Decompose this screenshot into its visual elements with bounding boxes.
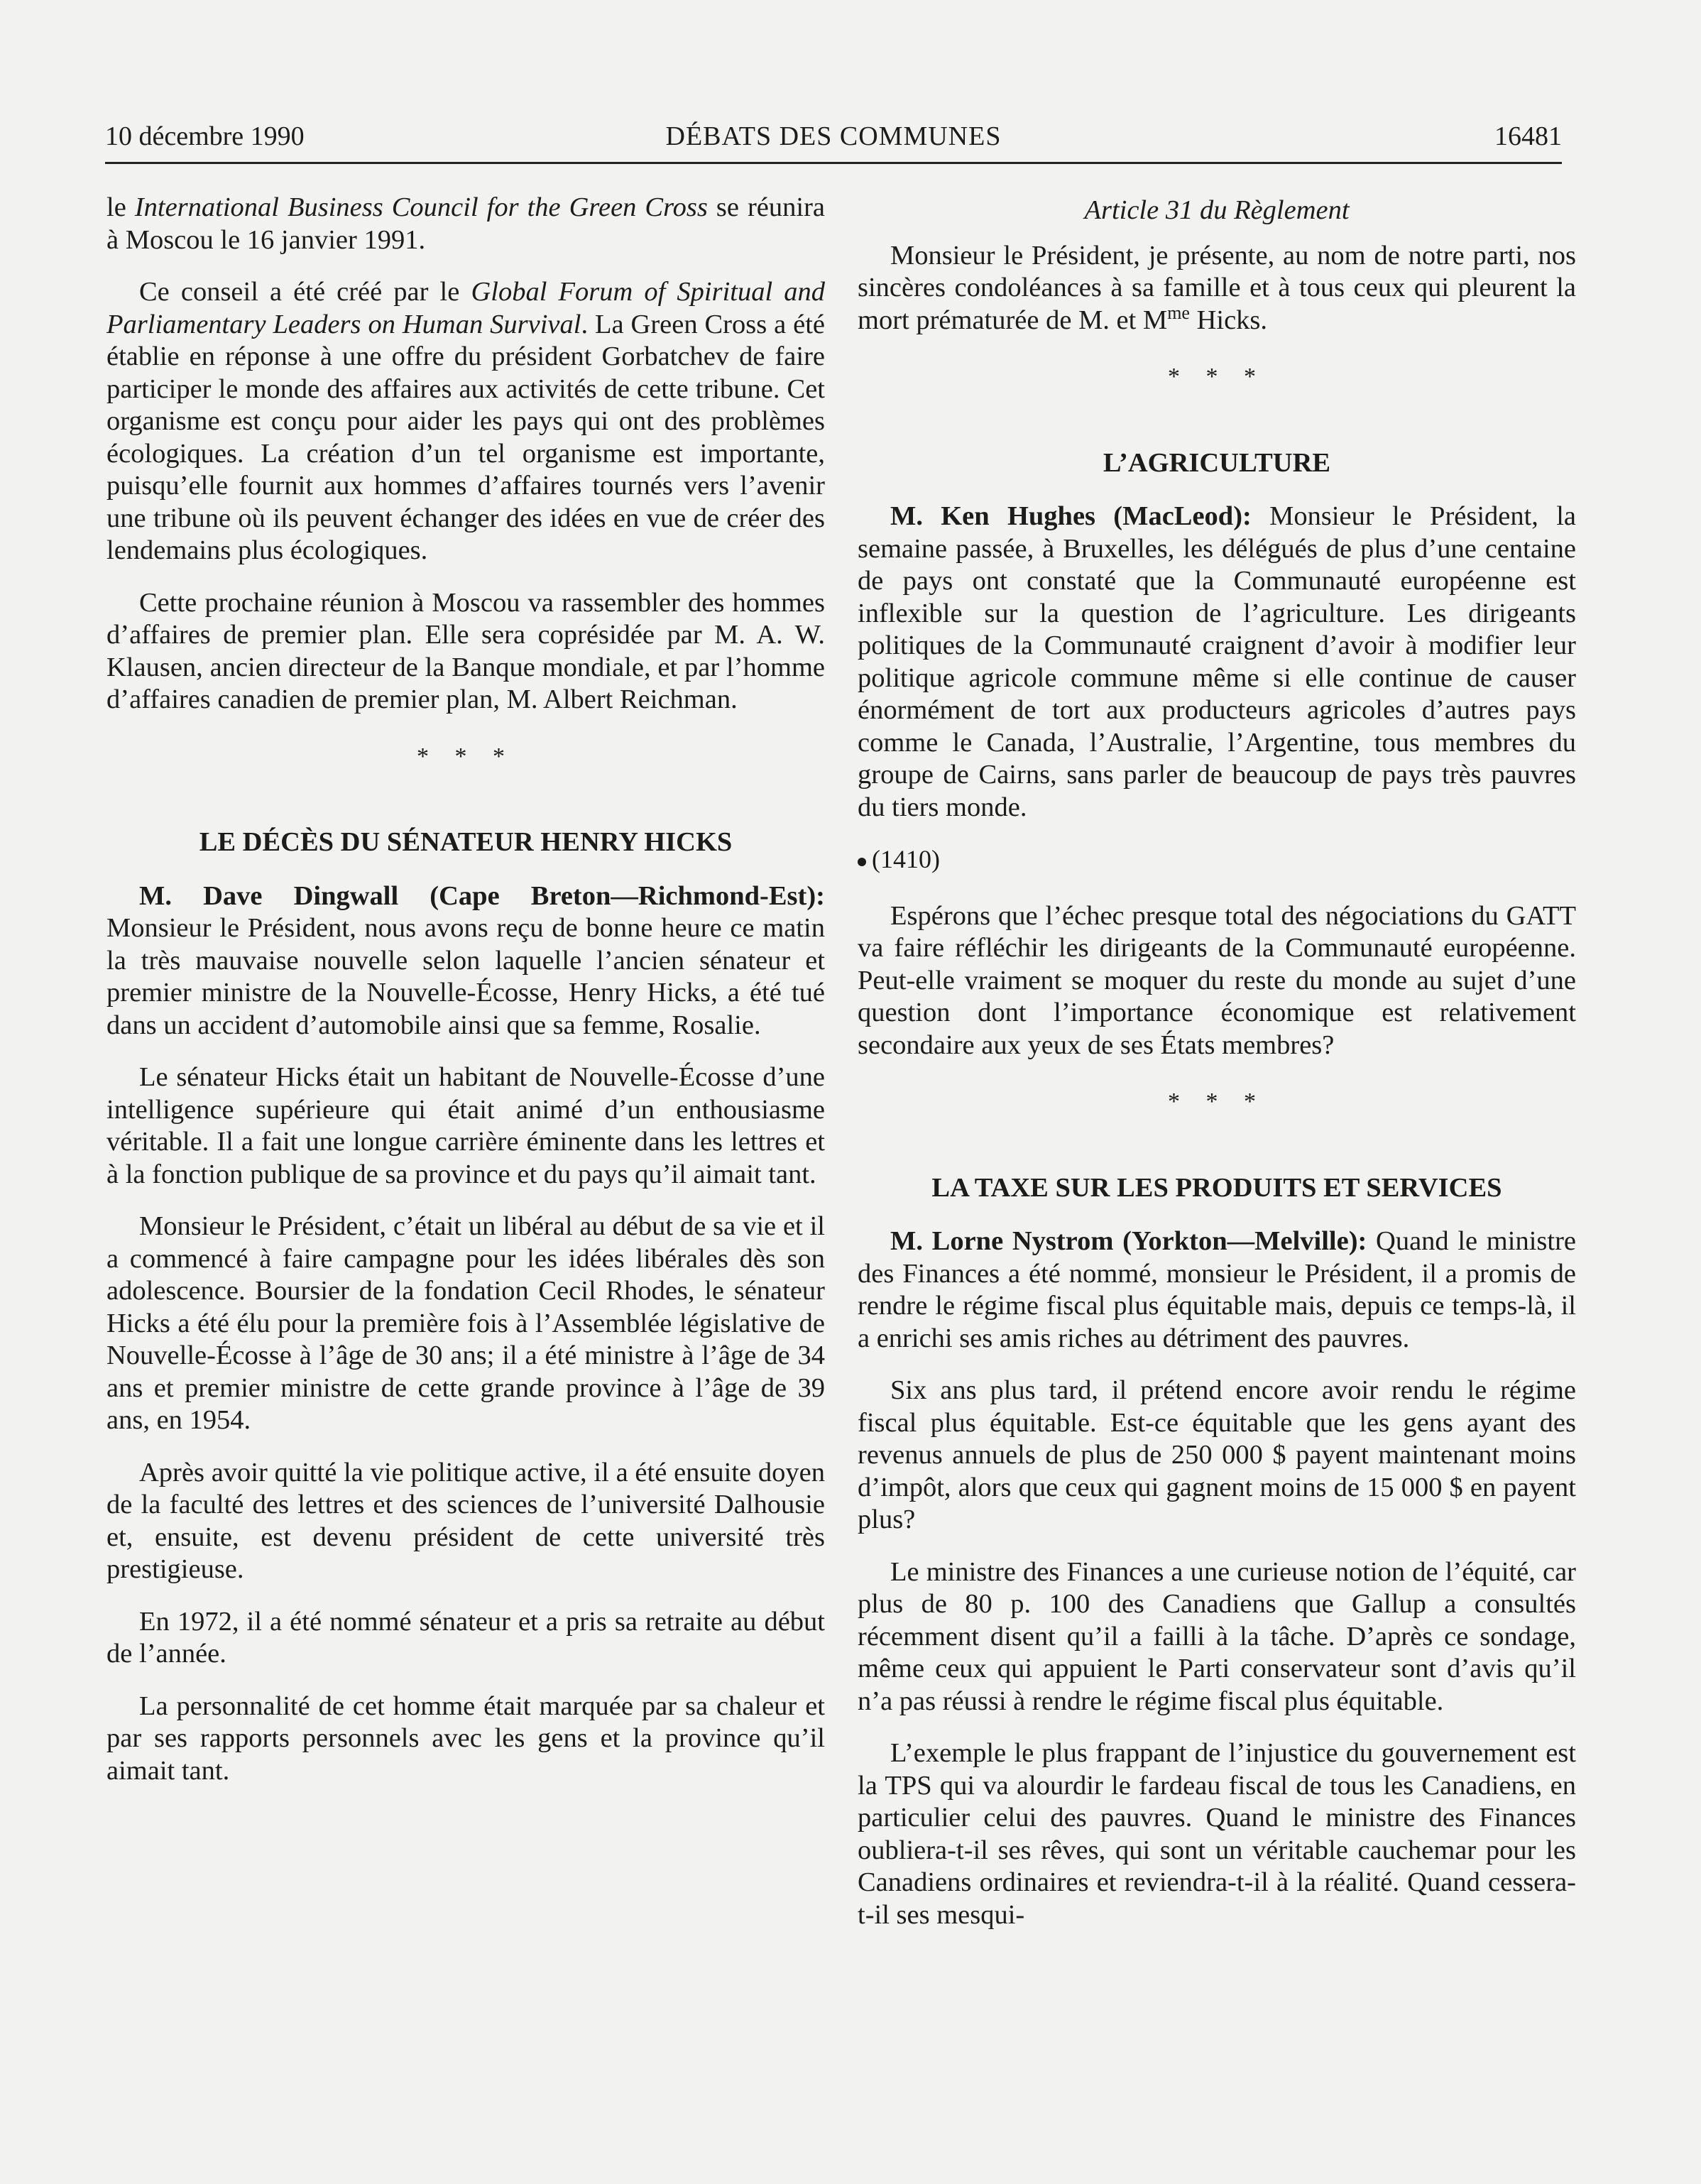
page-number: 16481 xyxy=(1494,121,1562,151)
section-separator: * * * xyxy=(1168,364,1266,390)
speaker-name: M. Ken Hughes (MacLeod): xyxy=(890,501,1252,531)
right-column xyxy=(858,192,1576,1951)
paragraph: Ce conseil a été créé par le Global Forum of Spiritual and Parliamentary Leaders on Human Survival. La Green Cross a été établie en réponse à une offre du président Gorbatchev de faire participer le monde des affaires aux activités de cette tribune. Cet organisme est conçu pour aider les pays qui ont des problèmes écologiques. La création d’un tel organisme est importante, puisqu’elle fournit aux hommes d’affaires tournés vers l’avenir une tribune où ils peuvent échanger des idées en vue de créer des lendemains plus écologiques. xyxy=(106,277,826,565)
paragraph: Le sénateur Hicks était un habitant de Nouvelle-Écosse d’une intelligence supérieure qui était animé d’un enthousiasme véritable. Il a fait une longue carrière éminente dans les lettres et à la fonction publique de sa province et du pays qu’il aimait tant. xyxy=(106,1062,825,1189)
paragraph: Monsieur le Président, je présente, au nom de notre parti, nos sincères condoléances à sa famille et à tous ceux qui pleurent la mort prématurée de M. et $M^{me}$ Hicks. xyxy=(858,240,1576,335)
paragraph: M. Ken Hughes (MacLeod): Monsieur le Président, la semaine passée, à Bruxelles, les délégués de plus d’une centaine de pays ont constaté que la Communauté européenne est inflexible sur la question de l’agriculture. Les dirigeants politiques de la Communauté craignent d’avoir à modifier leur politique agricole commune même si elle continue de causer énormément de tort aux producteurs agricoles d’autres pays comme le Canada, l’Australie, l’Argentine, tous membres du groupe de Cairns, sans parler de beaucoup de pays très pauvres du tiers monde. xyxy=(858,501,1576,822)
section-heading: LA TAXE SUR LES PRODUITS ET SERVICES xyxy=(931,1172,1502,1203)
speaker-name: M. Dave Dingwall (Cape Breton—Richmond-Est): xyxy=(139,880,825,911)
section-separator: * * * xyxy=(417,743,515,770)
paragraph: Après avoir quitté la vie politique active, il a été ensuite doyen de la faculté des lettres et des sciences de l’université Dalhousie et, ensuite, est devenu président de cette université très prestigieuse. xyxy=(106,1457,825,1584)
paragraph: Espérons que l’échec presque total des négociations du GATT va faire réfléchir les dirigeants de la Communauté européenne. Peut-elle vraiment se moquer du reste du monde au sujet d’une question dont l’importance économique est relativement secondaire aux yeux de ses États membres? xyxy=(858,900,1576,1060)
paragraph: M. Lorne Nystrom (Yorkton—Melville): Quand le ministre des Finances a été nommé, monsieur le Président, il a promis de rendre le régime fiscal plus équitable mais, depuis ce temps-là, il a enrichi ses amis riches au détriment des pauvres. xyxy=(858,1226,1576,1353)
paragraph: En 1972, il a été nommé sénateur et a pris sa retraite au début de l’année. xyxy=(106,1606,825,1669)
bullet-icon xyxy=(858,858,866,866)
article-reference: Article 31 du Règlement xyxy=(1084,195,1350,225)
paragraph: M. Dave Dingwall (Cape Breton—Richmond-Est): Monsieur le Président, nous avons reçu de bonne heure ce matin la très mauvaise nouvelle selon laquelle l’ancien sénateur et premier ministre de la Nouvelle-Écosse, Henry Hicks, a été tué dans un accident d’automobile ainsi que sa femme, Rosalie. xyxy=(106,880,825,1040)
paragraph: La personnalité de cet homme était marquée par sa chaleur et par ses rapports personnels avec les gens et la province qu’il aimait tant. xyxy=(106,1691,825,1786)
section-separator: * * * xyxy=(1168,1088,1266,1115)
page-header xyxy=(105,119,1562,164)
header-title: DÉBATS DES COMMUNES xyxy=(665,121,1002,151)
paragraph: L’exemple le plus frappant de l’injustice du gouvernement est la TPS qui va alourdir le fardeau fiscal de tous les Canadiens, en particulier celui des pauvres. Quand le ministre des Finances oubliera-t-il ses rêves, qui sont un véritable cauchemar pour les Canadiens ordinaires et reviendra-t-il à la réalité. Quand cessera-t-il ses mesqui- xyxy=(858,1738,1576,1930)
paragraph: Cette prochaine réunion à Moscou va rassembler des hommes d’affaires de premier plan. Elle sera coprésidée par M. A. W. Klausen, ancien directeur de la Banque mondiale, et par l’homme d’affaires canadien de premier plan, M. Albert Reichman. xyxy=(106,587,825,714)
paragraph: Six ans plus tard, il prétend encore avoir rendu le régime fiscal plus équitable. Est-ce équitable que les gens ayant des revenus annuels de plus de 250 000 $ payent maintenant moins d’impôt, alors que ceux qui gagnent moins de 15 000 $ en payent plus? xyxy=(858,1375,1576,1534)
section-heading: LE DÉCÈS DU SÉNATEUR HENRY HICKS xyxy=(199,827,733,857)
speaker-name: M. Lorne Nystrom (Yorkton—Melville): xyxy=(890,1226,1367,1256)
left-column xyxy=(106,192,825,1807)
time-marker: (1410) xyxy=(858,843,1576,876)
paragraph: le International Business Council for the Green Cross se réunira à Moscou le 16 janvier 1991. xyxy=(106,192,825,255)
paragraph: Le ministre des Finances a une curieuse notion de l’équité, car plus de 80 p. 100 des Canadiens que Gallup a consultés récemment disent qu’il a failli à la tâche. D’après ce sondage, même ceux qui appuient le Parti conservateur sont d’avis qu’il n’a pas réussi à rendre le régime fiscal plus équitable. xyxy=(858,1556,1576,1716)
section-heading: L’AGRICULTURE xyxy=(1103,447,1331,478)
paragraph: Monsieur le Président, c’était un libéral au début de sa vie et il a commencé à faire campagne pour les idées libérales dès son adolescence. Boursier de la fondation Cecil Rhodes, le sénateur Hicks a été élu pour la première fois à l’Assemblée législative de Nouvelle-Écosse à l’âge de 30 ans; il a été ministre à l’âge de 34 ans et premier ministre de cette grande province à l’âge de 39 ans, en 1954. xyxy=(106,1211,825,1435)
header-date: 10 décembre 1990 xyxy=(105,121,305,151)
